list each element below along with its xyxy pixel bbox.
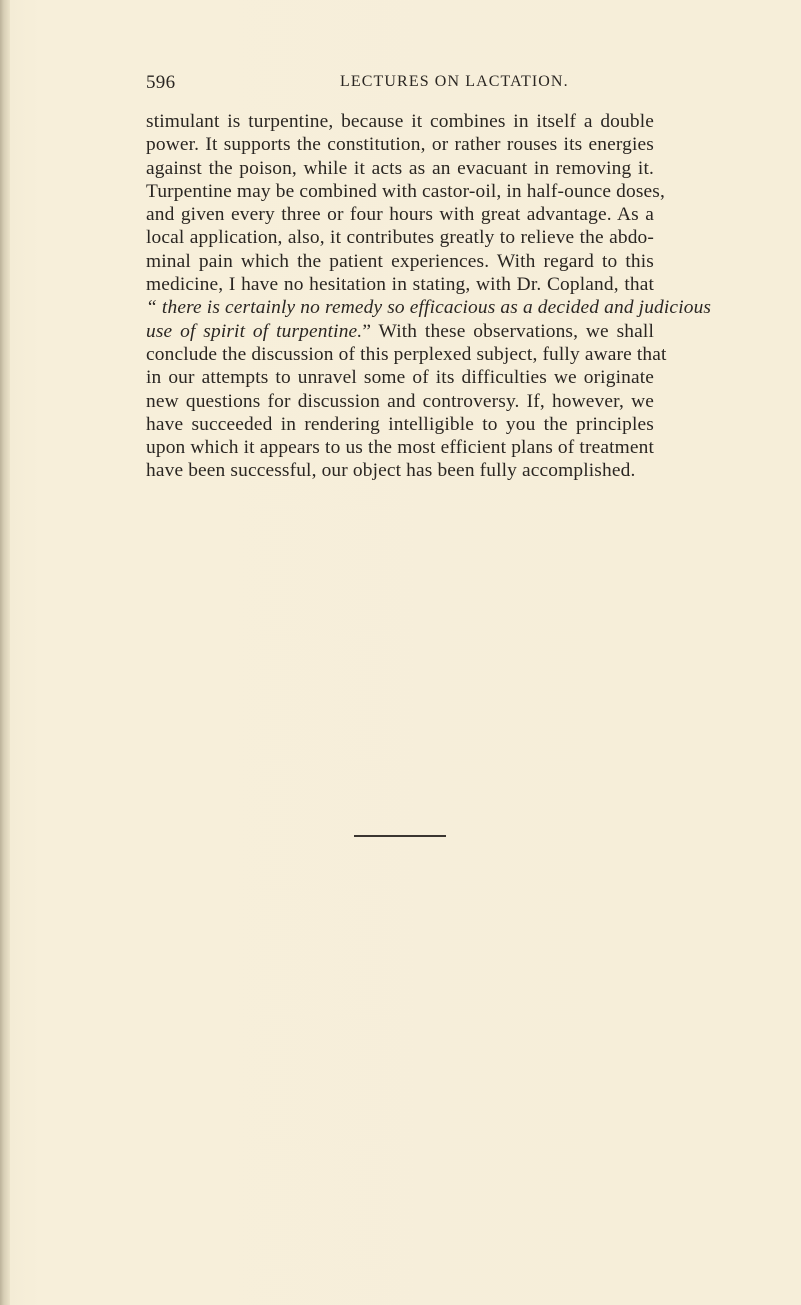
running-title: LECTURES ON LACTATION.	[340, 73, 569, 90]
text-line: power. It supports the constitution, or rather rouses its energies	[146, 134, 654, 156]
text-line: minal pain which the patient experiences. With regard to this	[146, 250, 654, 272]
text-line	[146, 320, 654, 343]
text-line: have been successful, our object has been fully accomplished.	[146, 460, 636, 482]
quotation-line: “ there is certainly no remedy so efficacious as a decided and judicious	[146, 297, 712, 319]
body-paragraph	[146, 110, 712, 483]
text-line: against the poison, while it acts as an evacuant in removing it.	[146, 157, 654, 179]
text-line: in our attempts to unravel some of its difficulties we originate	[146, 367, 654, 389]
text-line: and given every three or four hours with great advantage. As a	[146, 204, 654, 226]
text-line: conclude the discussion of this perplexed subject, fully aware that	[146, 343, 667, 365]
text-line: local application, also, it contributes greatly to relieve the abdo-	[146, 227, 654, 249]
end-of-chapter-rule	[354, 835, 446, 837]
text-fragment: ” With these observations, we shall	[362, 320, 654, 342]
quotation-end: use of spirit of turpentine.	[146, 320, 363, 342]
text-line: Turpentine may be combined with castor-oil, in half-ounce doses,	[146, 180, 666, 202]
text-line: upon which it appears to us the most efficient plans of treatment	[146, 437, 654, 459]
text-line: new questions for discussion and controversy. If, however, we	[146, 390, 654, 412]
text-line: have succeeded in rendering intelligible to you the principles	[146, 413, 654, 435]
page-number: 596	[146, 72, 176, 93]
text-line: medicine, I have no hesitation in stating, with Dr. Copland, that	[146, 274, 654, 296]
page-header	[146, 72, 654, 96]
text-line: stimulant is turpentine, because it combines in itself a double	[146, 111, 654, 132]
page-binding-edge	[0, 0, 10, 1305]
